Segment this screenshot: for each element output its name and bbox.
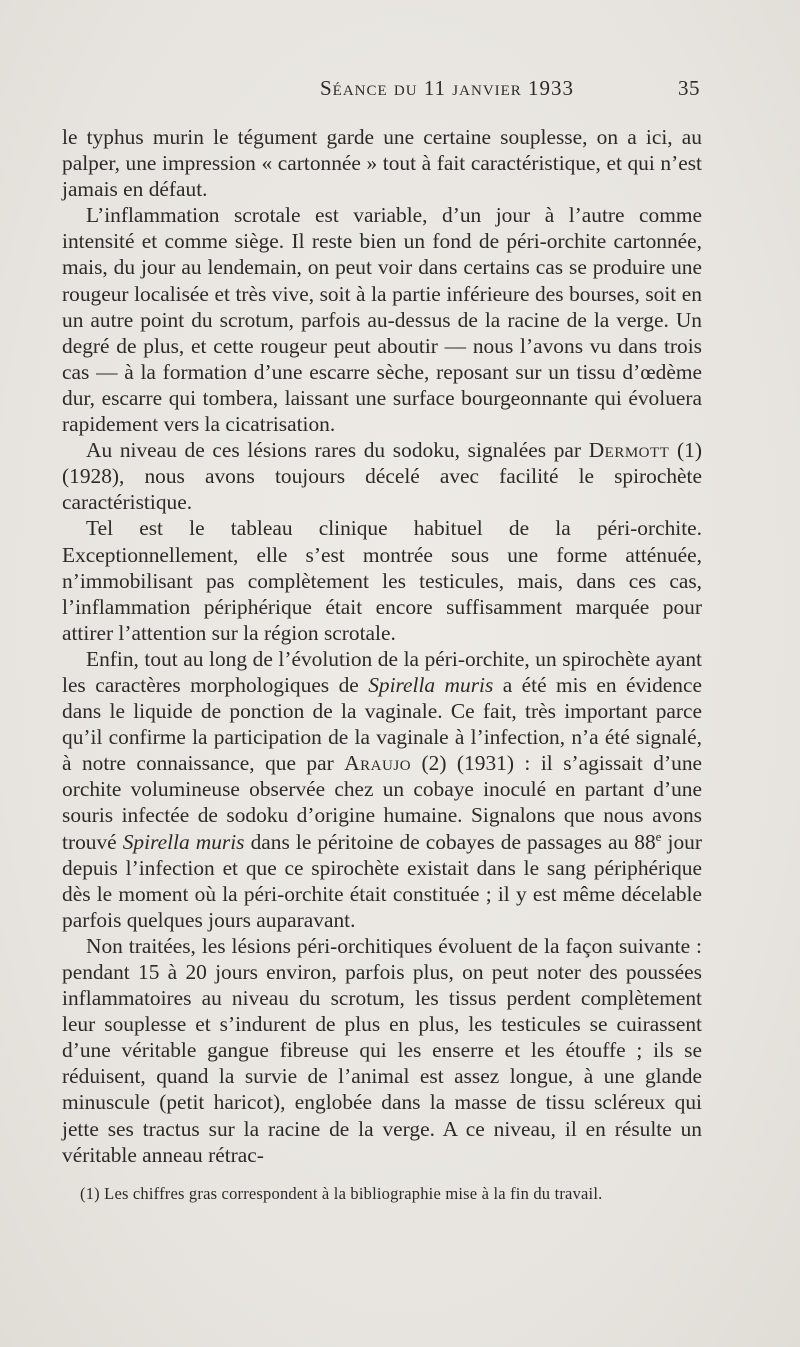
paragraph — [62, 124, 702, 202]
text-run: (1) (1928), nous avons toujours décelé avec facilité le spirochète caractéristique. — [62, 438, 702, 515]
author-name: Dermott — [588, 438, 670, 463]
text-run: L’inflammation scrotale est variable, d’un jour à l’autre comme intensité et comme siège. Il reste bien un fond de péri-orchite cartonnée, mais, du jour au lendemain, on peut voir dans certains cas se produire une rougeur localisée et très vive, soit à la partie inférieure des bourses, soit en un autre point du scrotum, parfois au-dessus de la racine de la verge. Un degré de plus, et cette rougeur peut aboutir — nous l’avons vu dans trois cas — à la formation d’une escarre sèche, reposant sur un tissu d’œdème dur, escarre qui tombera, laissant une surface bourgeonnante qui évoluera rapidement vers la cicatrisation. — [62, 203, 702, 437]
footnote: (1) Les chiffres gras correspondent à la bibliographie mise à la fin du travail. — [80, 1184, 603, 1203]
text-run: a été mis en évidence dans le liquide de ponction de la vaginale. Ce fait, très important parce qu’il confirme la participation de la vaginale à l’infection, n’a été signalé, à notre connaissance, que par — [62, 672, 702, 776]
paragraph — [62, 202, 702, 437]
paragraph — [62, 437, 702, 515]
running-header — [62, 76, 700, 104]
text-run: Au niveau de ces lésions rares du sodoku, signalées par — [86, 438, 589, 463]
text-run: (2) (1931) : il s’agissait d’une orchite volumineuse observée chez un cobaye inoculé en partant d’une souris infectée de sodoku d’origine humaine. Signalons que nous avons trouvé — [62, 751, 703, 854]
text-run: Tel est le tableau clinique habituel de la péri-orchite. Exceptionnellement, elle s’est montrée sous une forme atténuée, n’immobilisant pas complètement les testicules, mais, dans ces cas, l’inflammation périphérique était encore suffisamment marquée pour attirer l’attention sur la région scrotale. — [62, 516, 702, 645]
italic-term: Spirella muris — [122, 829, 245, 854]
paragraph — [62, 515, 702, 645]
body-text — [62, 124, 702, 1168]
text-run: Non traitées, les lésions péri-orchitiques évoluent de la façon suivante : pendant 15 à 20 jours environ, parfois plus, on peut noter des poussées inflammatoires au niveau du scrotum, les tissus perdent complètement leur souplesse et s’indurent de plus en plus, les testicules se cuirassent d’une véritable gangue fibreuse qui les enserre et les étouffe ; ils se réduisent, quand la survie de l’animal est assez longue, à une glande minuscule (petit haricot), englobée dans la masse de tissu scléreux qui jette ses tractus sur la racine de la verge. A ce niveau, il en résulte un véritable anneau rétrac- — [62, 933, 702, 1167]
paragraph — [62, 933, 702, 1168]
author-name: Araujo — [344, 751, 412, 776]
text-run: le typhus murin le tégument garde une certaine souplesse, on a ici, au palper, une impression « cartonnée » tout à fait caractéristique, et qui n’est jamais en défaut. — [62, 125, 702, 202]
italic-term: Spirella muris — [368, 672, 494, 697]
page-number: 35 — [678, 76, 700, 100]
text-run: jour depuis l’infection et que ce spirochète existait dans le sang périphérique dès le moment où la péri-orchite était constituée ; il y est même décelable parfois quelques jours auparavant. — [62, 829, 702, 932]
paragraph — [62, 646, 702, 933]
running-title: Séance du 11 janvier 1933 — [320, 76, 575, 100]
superscript: e — [655, 828, 662, 844]
text-run: Enfin, tout au long de l’évolution de la péri-orchite, un spirochète ayant les caractères morphologiques de — [62, 646, 702, 697]
text-run: dans le péritoine de cobayes de passages au 88 — [244, 829, 656, 854]
